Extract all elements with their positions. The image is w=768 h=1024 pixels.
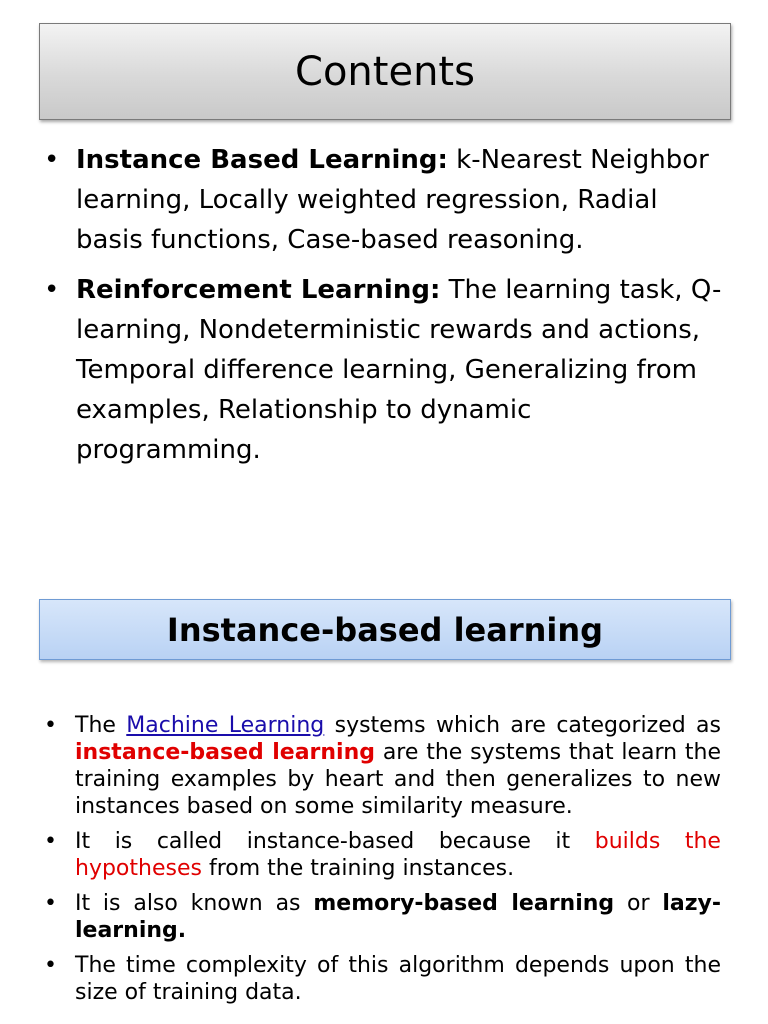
bullet-icon: • bbox=[44, 145, 60, 175]
item-heading: Instance Based Learning: bbox=[76, 145, 448, 175]
item-text: The bbox=[75, 713, 127, 738]
list-item bbox=[44, 270, 724, 470]
machine-learning-link[interactable]: Machine Learning bbox=[126, 713, 325, 738]
bold-term: memory-based learning bbox=[313, 891, 615, 916]
item-text: systems which are categorized as bbox=[324, 713, 721, 738]
list-item bbox=[44, 140, 724, 260]
item-text: from the training instances. bbox=[201, 856, 515, 881]
highlight-text: instance-based learning bbox=[75, 740, 376, 765]
bullet-icon: • bbox=[44, 829, 57, 854]
item-text: The learning task, Q-learning, Nondeterministic rewards and actions, Temporal difference learning, Generalizing from examples, Relationship to dynamic programming. bbox=[76, 275, 722, 465]
item-heading: Reinforcement Learning: bbox=[76, 275, 441, 305]
bullet-icon: • bbox=[44, 891, 57, 916]
item-text: or bbox=[614, 891, 663, 916]
bullet-icon: • bbox=[44, 953, 57, 978]
item-text: It is also known as bbox=[75, 891, 314, 916]
bullet-icon: • bbox=[44, 713, 57, 738]
section-title: Instance-based learning bbox=[39, 599, 731, 660]
bold-term: lazy-learning. bbox=[75, 891, 721, 943]
highlight-text: builds the hypotheses bbox=[75, 829, 721, 881]
list-item bbox=[44, 890, 721, 944]
list-item bbox=[44, 952, 721, 1006]
bullet-icon: • bbox=[44, 275, 60, 305]
list-item bbox=[44, 828, 721, 882]
item-text: are the systems that learn the training examples by heart and then generalizes to new instances based on some similarity measure. bbox=[75, 740, 722, 819]
list-item bbox=[44, 712, 721, 820]
contents-list bbox=[44, 140, 724, 480]
definition-list bbox=[44, 712, 721, 1014]
item-text: It is called instance-based because it bbox=[75, 829, 595, 854]
contents-title: Contents bbox=[39, 23, 731, 120]
item-text: k-Nearest Neighbor learning, Locally weighted regression, Radial basis functions, Case-based reasoning. bbox=[76, 145, 709, 255]
item-text: The time complexity of this algorithm depends upon the size of training data. bbox=[75, 953, 721, 1005]
